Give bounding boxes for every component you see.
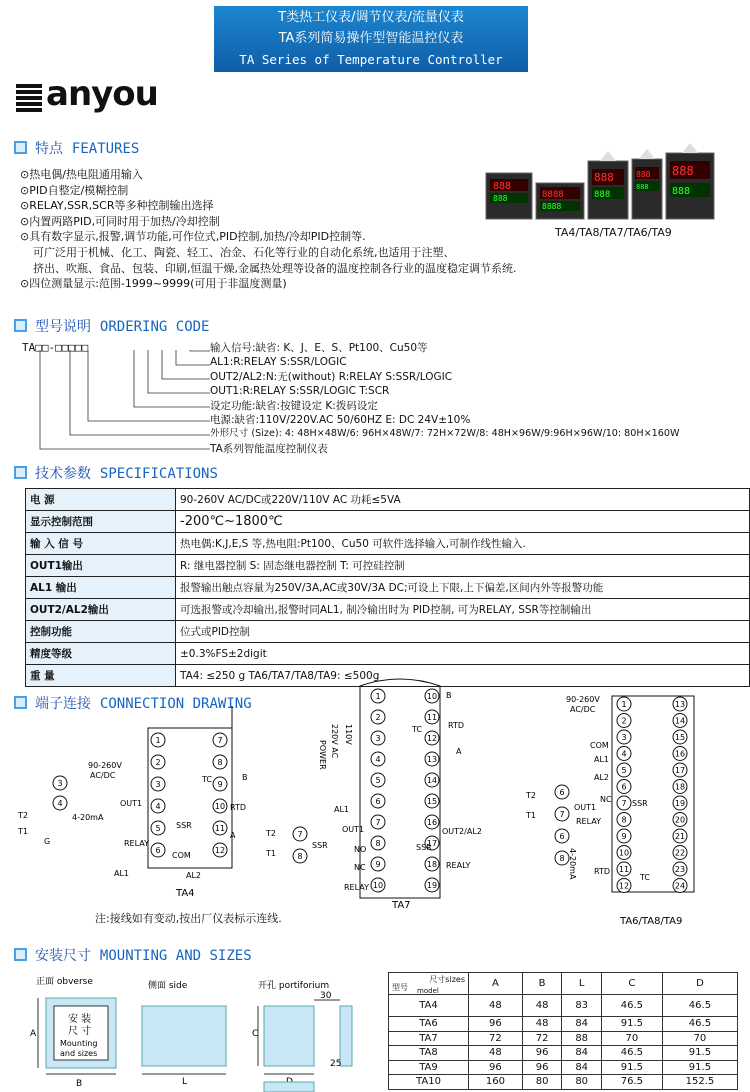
- ta69-com-label: COM: [590, 741, 609, 750]
- col-head: D: [662, 973, 737, 995]
- terminal-number: 18: [674, 782, 686, 792]
- feature-item: ⊙四位测量显示:范围-1999~9999(可用于非温度测量): [20, 277, 287, 291]
- spec-value: 报警输出触点容量为250V/3A,AC或30V/3A DC;可设上下限,上下偏差,区间内外等报警功能: [176, 577, 750, 599]
- terminal-number: 7: [217, 736, 223, 745]
- terminal-number: 6: [559, 832, 565, 841]
- svg-text:888: 888: [594, 171, 614, 184]
- svg-text:888: 888: [672, 164, 694, 178]
- terminal-number: 3: [375, 734, 381, 743]
- feature-item: ⊙PID自整定/模糊控制: [20, 183, 129, 197]
- svg-text:8888: 8888: [542, 202, 562, 211]
- terminal-number: 10: [372, 881, 384, 890]
- ordering-title-cn: 型号说明: [35, 319, 91, 335]
- spec-value: R: 继电器控制 S: 固态继电器控制 T: 可控硅控制: [176, 555, 750, 577]
- feature-item: ⊙内置两路PID,可同时用于加热/冷却控制: [20, 214, 220, 228]
- spec-key: 显示控制范围: [26, 511, 176, 533]
- model-cell: TA7: [389, 1031, 469, 1046]
- size-cell: 48: [522, 1017, 562, 1032]
- ta7-t1-label: T1: [266, 849, 276, 858]
- sanyou-logo: [14, 74, 158, 118]
- device-ta6: [632, 149, 662, 219]
- spec-key: 电 源: [26, 489, 176, 511]
- table-row: [389, 973, 738, 995]
- ta4-ssr-label: SSR: [176, 821, 192, 830]
- terminal-number: 11: [214, 824, 226, 833]
- ta4-ma-label: 4-20mA: [72, 813, 104, 822]
- table-row: [389, 1031, 738, 1046]
- terminal-number: 15: [674, 733, 686, 742]
- size-cell: 96: [522, 1060, 562, 1075]
- ta4-tc-label: TC: [202, 775, 213, 784]
- size-cell: 70: [662, 1031, 737, 1046]
- size-cell: 80: [522, 1075, 562, 1090]
- ordering-line: 电源:缺省:110V/220V.AC 50/60HZ E: DC 24V±10%: [210, 414, 471, 427]
- ta7-relay-label: RELAY: [344, 883, 369, 892]
- ta69-ma-label: 4-20mA: [568, 848, 577, 880]
- terminal-number: 8: [375, 839, 381, 848]
- terminal-number: 12: [426, 734, 438, 743]
- ta7-ssr-label: SSR: [312, 841, 328, 850]
- connection-title-cn: 端子连接: [35, 696, 91, 712]
- spec-key: AL1 输出: [26, 577, 176, 599]
- terminal-number: 3: [155, 780, 161, 789]
- terminal-number: 1: [621, 700, 627, 709]
- terminal-number: 5: [375, 776, 381, 785]
- size-cell: 91.5: [662, 1060, 737, 1075]
- table-row: [26, 621, 750, 643]
- dim-b: B: [76, 1079, 83, 1089]
- ta4-b-label: B: [242, 773, 248, 782]
- size-cell: 48: [469, 995, 523, 1017]
- ordering-line: OUT1:R:RELAY S:SSR/LOGIC T:SCR: [210, 385, 390, 398]
- mounting-drawing: [10, 970, 370, 1092]
- ordering-line: AL1:R:RELAY S:SSR/LOGIC: [210, 356, 347, 369]
- ta4-al1-label: AL1: [114, 869, 130, 878]
- size-cell: 88: [562, 1031, 602, 1046]
- section-square-icon: [14, 948, 27, 961]
- spec-key: 重 量: [26, 665, 176, 687]
- spec-key: 输 入 信 号: [26, 533, 176, 555]
- size-cell: 46.5: [601, 995, 662, 1017]
- ta69-ssr-label: SSR: [632, 799, 648, 808]
- col-head: C: [601, 973, 662, 995]
- section-ordering-title: [14, 316, 209, 336]
- terminal-number: 8: [217, 758, 223, 767]
- device-ta9: [666, 143, 714, 219]
- col-head: A: [469, 973, 523, 995]
- feature-item: 挤出、吹瓶、食品、包装、印刷,恒温干燥,金属热处理等设备的温度控制各行业的温度稳定调节系统.: [33, 261, 517, 275]
- connection-note: 注:接线如有变动,按出厂仪表标示连线.: [95, 912, 282, 925]
- ta69-acdc-label: AC/DC: [570, 705, 596, 714]
- features-title-en: FEATURES: [71, 141, 140, 157]
- ta7-rtd-label: RTD: [448, 721, 465, 730]
- cutout-panel: [264, 1006, 314, 1066]
- size-cell: 83: [562, 995, 602, 1017]
- terminal-number: 20: [674, 815, 686, 825]
- ta4-al2-label: AL2: [186, 871, 202, 880]
- terminal-number: 14: [674, 716, 686, 726]
- ordering-line: 输入信号:缺省: K、J、E、S、Pt100、Cu50等: [210, 342, 428, 354]
- terminal-number: 7: [297, 830, 303, 839]
- feature-item: ⊙具有数字显示,报警,调节功能,可作位式,PID控制,加热/冷却PID控制等.: [20, 230, 366, 244]
- ordering-lines: [210, 341, 679, 456]
- feature-item: 可广泛用于机械、化工、陶瓷、轻工、冶金、石化等行业的自动化系统,也适用于注塑、: [33, 245, 455, 259]
- col-head: B: [522, 973, 562, 995]
- feature-item: ⊙RELAY,SSR,SCR等多种控制输出选择: [20, 199, 214, 213]
- ta69-relay-label: RELAY: [576, 817, 601, 826]
- ta4-g-label: G: [44, 837, 51, 846]
- col-head: L: [562, 973, 602, 995]
- cutout-gap: [340, 1006, 352, 1066]
- section-features-title: [14, 138, 139, 158]
- specs-title-en: SPECIFICATIONS: [99, 466, 218, 482]
- terminal-number: 8: [559, 854, 565, 863]
- terminal-number: 24: [674, 881, 686, 891]
- terminal-number: 3: [621, 733, 627, 742]
- ta7-nc-label: NC: [354, 863, 366, 872]
- terminal-number: 19: [426, 881, 438, 890]
- terminal-number: 16: [674, 749, 686, 759]
- specs-table: [25, 488, 750, 687]
- terminal-number: 8: [621, 815, 627, 825]
- model-head-label: 型号: [392, 983, 408, 992]
- spec-key: OUT1输出: [26, 555, 176, 577]
- table-row: [389, 1060, 738, 1075]
- ta69-power-label: 90-260V: [566, 695, 600, 704]
- terminal-number: 2: [621, 716, 627, 726]
- header-line-2: TA系列简易操作型智能温控仪表: [278, 31, 464, 46]
- terminal-number: 8: [297, 852, 303, 861]
- header-line-3: TA Series of Temperature Controller: [239, 52, 503, 67]
- section-specs-title: [14, 463, 218, 483]
- sizes-head-label: 尺寸sizes: [429, 975, 465, 984]
- terminal-number: 10: [214, 802, 226, 811]
- ta69-out1-label: OUT1: [574, 803, 597, 812]
- ordering-line: 外形尺寸 (Size): 4: 48H×48W/6: 96H×48W/7: 72H×72W/8: 48H×96W/9:96H×96W/10: 80H×160W: [210, 428, 680, 440]
- terminal-number: 6: [155, 846, 161, 855]
- ta4-out1-label: OUT1: [120, 799, 143, 808]
- terminal-number: 12: [618, 881, 630, 891]
- box-en-2: and sizes: [60, 1049, 98, 1058]
- section-mounting-title: [14, 945, 252, 965]
- side-label: 侧面 side: [148, 981, 188, 991]
- box-cn-1: 安 装: [68, 1014, 92, 1025]
- spec-key: 控制功能: [26, 621, 176, 643]
- terminal-number: 4: [375, 755, 381, 764]
- controller-devices-image: [484, 143, 716, 235]
- svg-text:888: 888: [636, 183, 649, 191]
- svg-text:8888: 8888: [542, 190, 564, 200]
- features-title-cn: 特点: [35, 141, 63, 157]
- header-banner: [214, 6, 528, 72]
- connection-title-en: CONNECTION DRAWING: [99, 696, 252, 712]
- ta69-nc-label: NC: [600, 795, 612, 804]
- size-cell: 160: [469, 1075, 523, 1090]
- device-caption: TA4/TA8/TA7/TA6/TA9: [555, 226, 672, 239]
- terminal-number: 5: [155, 824, 161, 833]
- device-ta7: [588, 151, 628, 219]
- terminal-number: 4: [621, 749, 627, 759]
- terminal-number: 9: [217, 780, 223, 789]
- ta7-out2-label: OUT2/AL2: [442, 827, 482, 836]
- terminal-number: 7: [375, 818, 381, 827]
- port-label: 开孔 portiforium: [258, 981, 330, 991]
- ta7-caption: TA7: [392, 900, 411, 911]
- table-row: [26, 555, 750, 577]
- ta69-rtd-label: RTD: [594, 867, 611, 876]
- size-cell: 48: [522, 995, 562, 1017]
- logo-stripe-s: [16, 84, 42, 114]
- size-cell: 91.5: [601, 1060, 662, 1075]
- terminal-number: 13: [674, 700, 686, 709]
- terminal-number: 13: [426, 755, 438, 764]
- model-cell: TA6: [389, 1017, 469, 1032]
- svg-text:888: 888: [672, 186, 691, 197]
- size-cell: 96: [469, 1017, 523, 1032]
- ordering-line: TA系列智能温度控制仪表: [210, 442, 328, 455]
- svg-text:888: 888: [493, 194, 508, 203]
- table-row: [389, 995, 738, 1017]
- sizes-header-cell: [389, 973, 469, 995]
- spec-value: 位式或PID控制: [176, 621, 750, 643]
- table-row: [26, 533, 750, 555]
- specs-title-cn: 技术参数: [35, 466, 91, 482]
- section-square-icon: [14, 319, 27, 332]
- size-cell: 91.5: [662, 1046, 737, 1061]
- ordering-leader-lines: [30, 350, 210, 450]
- ta7-110-label: 110V: [344, 724, 353, 745]
- table-row: [26, 643, 750, 665]
- size-cell: 48: [469, 1046, 523, 1061]
- side-panel: [142, 1006, 226, 1066]
- terminal-number: 6: [375, 797, 381, 806]
- terminal-number: 7: [559, 810, 565, 819]
- model-cell: TA4: [389, 995, 469, 1017]
- spec-value: TA4: ≤250 g TA6/TA7/TA8/TA9: ≤500g: [176, 665, 750, 687]
- terminal-number: 6: [559, 788, 565, 797]
- ta7-tc-label: TC: [412, 725, 423, 734]
- table-row: [26, 577, 750, 599]
- spec-value: 90-260V AC/DC或220V/110V AC 功耗≤5VA: [176, 489, 750, 511]
- dim-a: A: [30, 1029, 37, 1039]
- spec-value: ±0.3%FS±2digit: [176, 643, 750, 665]
- ta7-out1-label: OUT1: [342, 825, 365, 834]
- section-square-icon: [14, 141, 27, 154]
- ta7-b-label: B: [446, 691, 452, 700]
- ta69-tc-label: TC: [640, 873, 651, 882]
- sizes-table: [388, 972, 738, 1090]
- terminal-number: 11: [426, 713, 438, 722]
- ta69-al2-label: AL2: [594, 773, 610, 782]
- size-cell: 96: [522, 1046, 562, 1061]
- terminal-number: 11: [618, 865, 630, 874]
- spec-value: -200℃~1800℃: [176, 511, 750, 533]
- table-row: [389, 1046, 738, 1061]
- size-cell: 80: [562, 1075, 602, 1090]
- terminal-number: 3: [57, 779, 63, 788]
- ta7-a-label: A: [456, 747, 462, 756]
- ta69-al1-label: AL1: [594, 755, 610, 764]
- ta4-com-label: COM: [172, 851, 191, 860]
- dim-25: 25: [330, 1059, 342, 1069]
- model-cell: TA10: [389, 1075, 469, 1090]
- ta4-t1-label: T1: [18, 827, 28, 836]
- ta69-caption: TA6/TA8/TA9: [620, 916, 683, 927]
- terminal-number: 17: [426, 839, 438, 848]
- size-cell: 84: [562, 1060, 602, 1075]
- mounting-title-en: MOUNTING AND SIZES: [99, 948, 252, 964]
- terminal-number: 7: [621, 799, 627, 808]
- size-cell: 91.5: [601, 1017, 662, 1032]
- terminal-number: 10: [426, 692, 438, 701]
- size-cell: 46.5: [662, 995, 737, 1017]
- section-square-icon: [14, 466, 27, 479]
- table-row: [389, 1017, 738, 1032]
- terminal-number: 9: [375, 860, 381, 869]
- size-cell: 84: [562, 1017, 602, 1032]
- box-en-1: Mounting: [60, 1039, 98, 1048]
- ta7-power-label: POWER: [318, 740, 327, 770]
- size-cell: 46.5: [601, 1046, 662, 1061]
- terminal-number: 2: [375, 713, 381, 722]
- ta4-acdc-label: AC/DC: [90, 771, 116, 780]
- ordering-code: TA□□-□□□□□: [22, 341, 89, 354]
- spec-key: OUT2/AL2输出: [26, 599, 176, 621]
- features-list: [20, 167, 517, 292]
- terminal-number: 18: [426, 860, 438, 869]
- size-cell: 72: [469, 1031, 523, 1046]
- ta7-no-label: NO: [354, 845, 367, 854]
- terminal-number: 6: [621, 782, 627, 792]
- device-ta4: [486, 173, 532, 219]
- box-cn-2: 尺 寸: [68, 1026, 92, 1037]
- terminal-number: 2: [155, 758, 161, 767]
- ta7-ssr2-label: SSR: [416, 843, 432, 852]
- ta7-al1-label: AL1: [334, 805, 350, 814]
- ordering-line: 设定功能:缺省:按键设定 K:拨码设定: [210, 399, 378, 412]
- obverse-label: 正面 obverse: [36, 977, 93, 987]
- size-cell: 96: [469, 1060, 523, 1075]
- terminal-number: 1: [375, 692, 381, 701]
- spec-value: 热电偶:K,J,E,S 等,热电阻:Pt100、Cu50 可软件选择输入,可制作线性输入.: [176, 533, 750, 555]
- dim-l: L: [182, 1077, 188, 1087]
- table-row: [26, 489, 750, 511]
- terminal-number: 4: [155, 802, 161, 811]
- terminal-number: 19: [674, 799, 686, 808]
- size-cell: 72: [522, 1031, 562, 1046]
- mounting-title-cn: 安装尺寸: [35, 948, 91, 964]
- terminal-number: 4: [57, 799, 63, 808]
- model-cell: TA8: [389, 1046, 469, 1061]
- ta69-t1-label: T1: [526, 811, 536, 820]
- ta4-rtd-label: RTD: [230, 803, 247, 812]
- ta7-realy-label: REALY: [446, 861, 471, 870]
- size-cell: 70: [601, 1031, 662, 1046]
- ta4-power-label: 90-260V: [88, 761, 122, 770]
- table-row: [389, 1075, 738, 1090]
- size-cell: 46.5: [662, 1017, 737, 1032]
- terminal-number: 9: [621, 832, 627, 841]
- svg-text:888: 888: [636, 170, 651, 179]
- size-cell: 76.5: [601, 1075, 662, 1090]
- ta4-t2-label: T2: [18, 811, 28, 820]
- model-head-en: model: [417, 987, 439, 995]
- dim-c: C: [252, 1029, 259, 1039]
- terminal-number: 1: [155, 736, 161, 745]
- ta7-220-label: 220V AC: [330, 724, 339, 759]
- ordering-title-en: ORDERING CODE: [99, 319, 210, 335]
- terminal-number: 22: [674, 848, 686, 858]
- ta7-t2-label: T2: [266, 829, 276, 838]
- svg-text:888: 888: [594, 190, 611, 200]
- dim-30: 30: [320, 991, 332, 1001]
- header-line-1: T类热工仪表/调节仪表/流量仪表: [278, 10, 464, 25]
- terminal-number: 14: [426, 776, 438, 785]
- spec-value: 可选报警或冷却输出,报警时同AL1, 制冷输出时为 PID控制, 可为RELAY, SSR等控制输出: [176, 599, 750, 621]
- spec-key: 精度等级: [26, 643, 176, 665]
- ta4-a-label: A: [230, 831, 236, 840]
- ta7-terminals: [293, 689, 439, 892]
- table-row: [26, 511, 750, 533]
- feature-item: ⊙热电偶/热电阻通用输入: [20, 168, 143, 181]
- terminal-number: 5: [621, 766, 627, 775]
- terminal-number: 10: [618, 848, 630, 858]
- size-cell: 152.5: [662, 1075, 737, 1090]
- ta4-relay-label: RELAY: [124, 839, 149, 848]
- svg-text:888: 888: [493, 181, 512, 192]
- model-cell: TA9: [389, 1060, 469, 1075]
- terminal-number: 12: [214, 846, 226, 855]
- terminal-number: 17: [674, 766, 686, 775]
- terminal-number: 23: [674, 865, 686, 874]
- terminal-number: 15: [426, 797, 438, 806]
- size-cell: 84: [562, 1046, 602, 1061]
- device-ta8: [536, 183, 584, 219]
- ordering-line: OUT2/AL2:N:无(without) R:RELAY S:SSR/LOGIC: [210, 370, 453, 383]
- ta4-caption: TA4: [176, 888, 195, 899]
- terminal-number: 16: [426, 818, 438, 827]
- logo-text: anyou: [46, 74, 158, 114]
- terminal-number: 21: [674, 832, 686, 841]
- ta69-t2-label: T2: [526, 791, 536, 800]
- table-row: [26, 599, 750, 621]
